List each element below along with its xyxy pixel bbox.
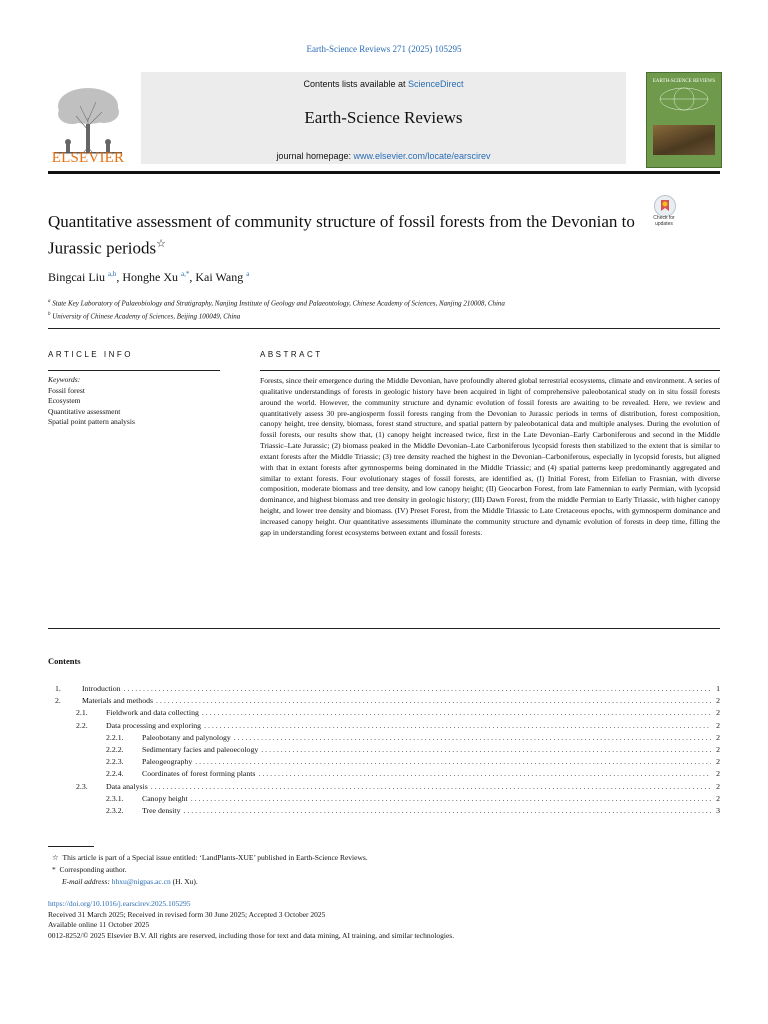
toc-page-number: 3 xyxy=(716,805,720,815)
journal-masthead xyxy=(48,72,720,170)
toc-title[interactable]: Canopy height xyxy=(142,793,188,803)
toc-title[interactable]: Materials and methods xyxy=(82,696,154,706)
toc-number: 1. xyxy=(55,684,61,693)
toc-page-number: 2 xyxy=(716,720,720,730)
running-head[interactable]: Earth-Science Reviews 271 (2025) 105295 xyxy=(306,44,462,54)
toc-entry[interactable] xyxy=(48,684,720,696)
section-divider xyxy=(48,628,720,629)
email-suffix: (H. Xu). xyxy=(172,877,198,886)
author-name: Honghe Xu xyxy=(122,270,179,284)
toc-title[interactable]: Coordinates of forest forming plants xyxy=(142,769,256,779)
toc-leader-dots xyxy=(124,684,711,693)
journal-homepage xyxy=(141,151,626,161)
check-updates-line1: Check for xyxy=(653,215,675,221)
cover-photo xyxy=(653,125,715,155)
toc-page-number: 2 xyxy=(716,708,720,718)
footnote-email xyxy=(52,876,368,888)
table-of-contents xyxy=(48,684,720,818)
publication-online-date: Available online 11 October 2025 xyxy=(48,920,150,929)
affiliation-mark: b xyxy=(48,312,51,318)
copyright-notice: 0012-8252/© 2025 Elsevier B.V. All rights are reserved, including those for text and data mining, AI training, and similar technologies. xyxy=(48,930,455,940)
affiliation-text: State Key Laboratory of Palaeobiology and Stratigraphy, Nanjing Institute of Geology and Palaeontology, Chinese Academy of Sciences, Nanjing 210008, China xyxy=(52,299,505,308)
toc-entry[interactable] xyxy=(48,721,720,733)
keywords-label: Keywords: xyxy=(48,375,81,384)
homepage-link[interactable]: www.elsevier.com/locate/earscirev xyxy=(353,151,491,161)
title-footnote-mark[interactable]: ☆ xyxy=(156,238,166,250)
toc-number: 2.3.2. xyxy=(106,805,124,815)
cover-globe-icon xyxy=(657,87,711,111)
check-updates-line2: updates xyxy=(655,221,673,227)
cover-title: EARTH-SCIENCE REVIEWS xyxy=(652,79,716,84)
toc-leader-dots xyxy=(156,696,711,705)
toc-entry[interactable] xyxy=(48,794,720,806)
toc-page-number: 2 xyxy=(716,781,720,791)
keyword: Quantitative assessment xyxy=(48,406,121,416)
toc-title[interactable]: Data analysis xyxy=(106,781,148,791)
toc-leader-dots xyxy=(202,708,711,717)
toc-title[interactable]: Data processing and exploring xyxy=(106,720,202,730)
toc-title[interactable]: Fieldwork and data collecting xyxy=(106,708,199,718)
toc-entry[interactable] xyxy=(48,757,720,769)
article-title xyxy=(48,210,638,260)
toc-entry[interactable] xyxy=(48,745,720,757)
toc-page-number: 2 xyxy=(716,769,720,779)
section-divider xyxy=(48,328,720,329)
contents-heading: Contents xyxy=(48,656,81,666)
keyword: Fossil forest xyxy=(48,385,85,395)
footnote-text: Corresponding author. xyxy=(59,865,127,874)
sciencedirect-link[interactable]: ScienceDirect xyxy=(408,79,464,89)
article-info-heading: ARTICLE INFO xyxy=(48,350,133,359)
author-name: Kai Wang xyxy=(195,270,244,284)
contents-availability xyxy=(141,79,626,89)
toc-entry[interactable] xyxy=(48,696,720,708)
keywords-block xyxy=(48,375,135,428)
footnote-mark: ☆ xyxy=(52,853,59,862)
affiliation xyxy=(48,296,505,309)
affiliation-text: University of Chinese Academy of Sciences, Beijing 100049, China xyxy=(52,312,241,321)
toc-leader-dots xyxy=(195,757,711,766)
toc-entry[interactable] xyxy=(48,708,720,720)
homepage-prefix: journal homepage: xyxy=(276,151,354,161)
footnote-mark: * xyxy=(52,865,56,874)
toc-page-number: 1 xyxy=(716,684,720,693)
toc-page-number: 2 xyxy=(716,744,720,754)
check-updates-label xyxy=(648,215,680,227)
check-updates-icon xyxy=(654,195,676,217)
journal-cover-thumbnail[interactable] xyxy=(646,72,722,168)
abstract-heading: ABSTRACT xyxy=(260,350,323,359)
toc-page-number: 2 xyxy=(716,696,720,706)
toc-entry[interactable] xyxy=(48,806,720,818)
keyword: Spatial point pattern analysis xyxy=(48,417,135,426)
email-link[interactable]: hhxu@nigpas.ac.cn xyxy=(111,877,171,886)
publisher-wordmark: ELSEVIER xyxy=(51,150,125,166)
abstract-text: Forests, since their emergence during the Middle Devonian, have profoundly altered global terrestrial ecosystems, climate and environment. A series of qualitative understandings of forests in geologic history have been acquired in light of comprehensive paleobotanical study on in situ fossil forests around the world. However, the community structure and dynamic evolution of fossil forests are awaiting to be revealed. Here, we review and quantitatively assess 30 pre-angiosperm fossil forests ranging from the Devonian to Jurassic periods in terms of distribution, forest composition, canopy height, tree density, biomass, forest stand structure, and spatial pattern by paleobotanical data and multiple analyses. During the evolution of fossil forests, our results show that, (1) canopy height increased twice, first in the Late Devonian–Early Carboniferous and second in the Middle Triassic–Late Jurassic; (2) biomass peaked in the Middle Devonian–Late Carboniferous lycopsid forests then stabilized to the extent that is similar to extant forests after the Middle Triassic; (3) tree density reached the highest in the Devonian–Carboniferous, especially in lycopsid forests, but aligned with that in extant forests after gymnosperms being dominated in the Middle Triassic; and (4) spatial patterns keep predominantly aggregated and similar to extant forests. Four evolutionary stages of fossil forests, are identified as, (I) Initial Forest, from Eifelian to Frasnian, with diverse composition, moderate biomass and tree density, and low canopy height; (II) Geocarbon Forest, from late Famennian to early Permian, with lycopsid dominance, and highest biomass and tree density in geologic history; (III) Dawn Forest, from the middle Permian to Early Triassic, with higher canopy height, and lower tree density and biomass. (IV) Preset Forest, from the Middle Triassic to Late Cretaceous epochs, with gymnosperm dominance and increased canopy height. Our quantitative assessments illuminate the community structure and dynamic evolution of forests in deep time, filling the gap in understanding forest ecosystems between extant and fossil forests. xyxy=(260,376,720,537)
toc-number: 2.2.4. xyxy=(106,769,124,779)
toc-entry[interactable] xyxy=(48,782,720,794)
toc-number: 2.2.3. xyxy=(106,757,124,767)
masthead-rule xyxy=(48,171,720,174)
publication-info xyxy=(48,899,454,941)
toc-entry[interactable] xyxy=(48,733,720,745)
article-info-rule xyxy=(48,370,220,371)
toc-leader-dots xyxy=(261,745,711,754)
keyword: Ecosystem xyxy=(48,396,81,405)
email-label: E-mail address: xyxy=(62,877,110,886)
toc-leader-dots xyxy=(151,782,711,791)
toc-number: 2.2.2. xyxy=(106,744,124,754)
toc-title[interactable]: Tree density xyxy=(142,805,181,815)
check-for-updates-badge[interactable] xyxy=(648,195,680,231)
toc-number: 2.1. xyxy=(76,708,88,718)
toc-title[interactable]: Sedimentary facies and paleoecology xyxy=(142,744,259,754)
contents-prefix: Contents lists available at xyxy=(303,79,409,89)
toc-entry[interactable] xyxy=(48,769,720,781)
toc-page-number: 2 xyxy=(716,757,720,767)
toc-page-number: 2 xyxy=(716,732,720,742)
footnote-rule xyxy=(48,846,94,847)
affiliation-mark: a xyxy=(48,299,51,304)
toc-number: 2.3.1. xyxy=(106,793,124,803)
author-affiliation-mark[interactable]: a,* xyxy=(181,270,190,278)
toc-title[interactable]: Paleogeography xyxy=(142,757,193,767)
affiliations xyxy=(48,296,505,323)
toc-leader-dots xyxy=(183,806,711,815)
doi-link[interactable]: https://doi.org/10.1016/j.earscirev.2025.105295 xyxy=(48,899,191,908)
author-list: Bingcai Liu $^{a,b}$, Honghe Xu $^{a,*}$, Kai Wang $^a$ xyxy=(48,270,250,284)
affiliation xyxy=(48,309,505,322)
footnotes xyxy=(52,852,368,888)
toc-page-number: 2 xyxy=(716,793,720,803)
toc-title[interactable]: Introduction xyxy=(82,684,121,693)
toc-number: 2.3. xyxy=(76,781,88,791)
journal-name: Earth-Science Reviews xyxy=(304,108,463,127)
author-name: Bingcai Liu xyxy=(48,270,105,284)
toc-number: 2.2.1. xyxy=(106,732,124,742)
toc-leader-dots xyxy=(204,721,711,730)
footnote-text: This article is part of a Special issue entitled: ‘LandPlants-XUE’ published in Earth-Science Reviews. xyxy=(62,853,368,862)
journal-title-box xyxy=(141,72,626,164)
footnote-corresponding xyxy=(52,864,368,876)
abstract-rule xyxy=(260,370,720,371)
author-affiliation-mark[interactable]: a xyxy=(246,270,250,278)
toc-leader-dots xyxy=(258,769,711,778)
toc-title[interactable]: Paleobotany and palynology xyxy=(142,732,231,742)
toc-leader-dots xyxy=(234,733,711,742)
author-affiliation-mark[interactable]: a,b xyxy=(108,270,117,278)
toc-number: 2. xyxy=(55,696,61,706)
footnote-special-issue xyxy=(52,852,368,864)
publication-history: Received 31 March 2025; Received in revised form 30 June 2025; Accepted 3 October 2025 xyxy=(48,909,326,919)
toc-leader-dots xyxy=(191,794,711,803)
toc-number: 2.2. xyxy=(76,720,88,730)
article-title-text: Quantitative assessment of community structure of fossil forests from the Devonian to Jurassic periods xyxy=(48,212,635,258)
